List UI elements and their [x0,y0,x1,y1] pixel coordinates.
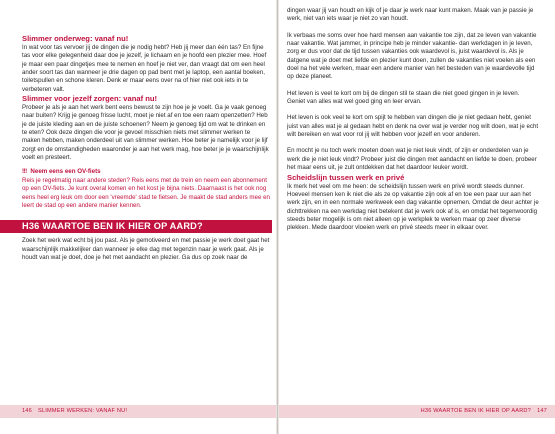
paragraph-geen-spijt: Het leven is ook veel te kort om spijt te hebben van dingen die je niet gedaan hebt, geniet juist van alles wat je al gedaan hebt en denk na over wat je verder nog wilt doen, wat je echt wilt bereiken en wat voor rol jij wilt hebben voor jezelf en voor anderen. [287,114,539,139]
tip-box [22,168,270,210]
right-page [279,0,555,434]
left-page-content [22,34,270,262]
paragraph-passie: dingen waar jij van houdt en kijk of je daar je werk naar kunt maken. Maak van je passie je werk, niet van iets waar je niet zo van houdt. [287,7,534,23]
chapter-title: H36 WAARTOE BEN IK HIER OP AARD? [22,221,203,232]
tip-heading [22,168,270,176]
left-footer [0,405,276,418]
right-footer [279,405,555,418]
exclamation-icon: !!! [22,168,27,176]
page-number-right: 147 [537,408,547,414]
left-page [0,0,276,434]
running-title-left: SLIMMER WERKEN: VANAF NU! [38,408,128,414]
section-heading-scheidslijn: Scheidslijn tussen werk en privé [287,172,405,182]
paragraph-slimmer-zorgen: Probeer je als je aan het werk bent eens bewust te zijn hoe je je voelt. Ga je vaak genoeg naar buiten? Krijg je genoeg frisse lucht, moet je niet af en toe een raam openzetten? Heb je de juiste kleding aan en de juiste schoenen? Neem je genoeg tijd om wat te drinken en te eten? Ook deze dingen die voor je gevoel misschien niets met slimmer werken te maken hebben, maken onderdeel uit van slimmer werken. Hoe beter je namelijk voor je lijf zorgt en de omstandigheden waaronder je aan het werk mag, hoe beter je je waarschijnlijk voelt en presteert. [22,104,269,162]
paragraph-scheidslijn: Ik merk het veel om me heen: de scheidslijn tussen werk en privé wordt steeds dunner. Hoeveel mensen ken ik niet die als ze op vakantie zijn ook af en toe een paar uur aan het werk zijn, en in een normale werkweek een dag vakantie opnemen. Omdat de deur achter je dichttrekken na een werkdag niet betekent dat je werk ook af is, en omdat het tegenwoordig steeds beter mogelijk is om niet alleen op je werkplek te werken maar op zeer diverse plekken. Mede daardoor vloeien werk en privé steeds meer in elkaar over. [287,182,539,232]
paragraph-leven-kort: Het leven is veel te kort om bij de dingen stil te staan die niet goed gingen in je leven. Geniet van alles wat wel goed ging en leer ervan. [287,89,520,106]
paragraph-slimmer-onderweg: In wat voor tas vervoer jij de dingen die je nodig hebt? Heb jij meer dan één tas? En fijne tas voor elke gelegenheid daar doe je jezelf, je lichaam en je hoofd een plezier mee. Hoef je maar een paar dingetjes mee te nemen en hoef je niet ver, dan vraagt dat om een heel ander soort tas dan wanneer je drie dagen op pad bent met je laptop, een aantal boeken, toiletspullen en schone kleren. Denk er maar eens over na of hier niet ook iets in te verbeteren valt. [22,44,267,93]
page-number-left: 146 [22,408,32,414]
paragraph-chapter-intro: Zoek het werk wat echt bij jou past. Als je gemotiveerd en met passie je werk doet gaat het waarschijnlijk makkelijker dan wanneer je elke dag met tegenzin naar je werk gaat. Als je houdt van wat je doet, doe je het met aandacht en plezier. Ga dus op zoek naar de [22,237,270,261]
paragraph-niet-leuk-werk: En mocht je nu toch werk moeten doen wat je niet leuk vindt, of zijn er onderdelen van je werk die je niet leuk vindt? Probeer juist die dingen met aandacht en liefde te doen, probeer het maar eens uit, je zult ontdekken dat het daardoor leuker wordt. [287,147,537,172]
tip-text: Reis je regelmatig naar andere steden? Reis eens met de trein en neem een abonnement op een OV-fiets. Je kunt overal komen en het kost je bijna niets. Daarnaast is het ook nog eens heel erg leuk om door een 'vreemde' stad te fietsen. Je maakt de stad anders mee en leert de stad op een andere manier kennen. [22,176,270,209]
running-title-right: H36 WAARTOE BEN IK HIER OP AARD? [420,408,531,414]
section-heading-slimmer-zorgen: Slimmer voor jezelf zorgen: vanaf nu! [22,94,158,104]
chapter-heading-bar [0,220,272,233]
tip-title: Neem eens een OV-fiets [30,168,101,176]
right-page-content [287,7,539,233]
paragraph-vakantie: Ik verbaas me soms over hoe hard mensen aan vakantie toe zijn, dat ze leven van vakantie naar vakantie. Wat jammer, in principe heb je minder vakantie- dan werkdagen in je leven, zorg er dus voor dat de tijd tussen vakanties ook waardevol is, juist waardevol is. Als je datgene wat je doet met liefde en plezier kunt doen, zullen de vakanties niet voelen als een doel na het vele werken, maar een andere manier van het besteden van je waardevolle tijd op deze planeet. [287,31,537,81]
section-heading-slimmer-onderweg: Slimmer onderweg: vanaf nu! [22,34,129,43]
